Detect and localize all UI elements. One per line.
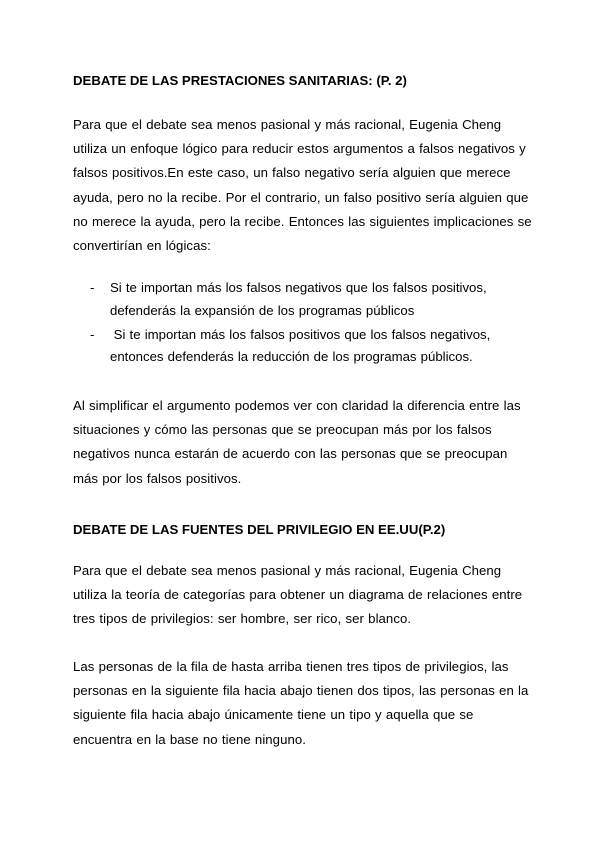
paragraph-healthcare-conclusion: Al simplificar el argumento podemos ver con claridad la diferencia entre las situaciones y cómo las personas que se preocupan más por los falsos negativos nunca estarán de acuerdo con las personas que se preocupan más por los falsos positivos.: [73, 398, 521, 486]
implications-list: [73, 277, 533, 370]
paragraph-healthcare-intro: Para que el debate sea menos pasional y más racional, Eugenia Cheng utiliza un enfoque lógico para reducir estos argumentos a falsos negativos y falsos positivos.En este caso, un falso negativo sería alguien que merece ayuda, pero no la recibe. Por el contrario, un falso positivo sería alguien que no merece la ayuda, pero la recibe. Entonces las siguientes implicaciones se convertirían en lógicas:: [73, 117, 532, 254]
list-item-text: Si te importan más los falsos positivos que los falsos negativos, entonces defenderás la reducción de los programas públicos.: [110, 326, 495, 365]
list-item: [73, 324, 533, 370]
paragraph-privilege-rows: Las personas de la fila de hasta arriba tienen tres tipos de privilegios, las personas en la siguiente fila hacia abajo tienen dos tipos, las personas en la siguiente fila hacia abajo únicamente tiene un tipo y aquella que se encuentra en la base no tiene ninguno.: [73, 659, 529, 747]
paragraph-privilege-intro: Para que el debate sea menos pasional y más racional, Eugenia Cheng utiliza la teoría de categorías para obtener un diagrama de relaciones entre tres tipos de privilegios: ser hombre, ser rico, ser blanco.: [73, 563, 523, 627]
section-heading-privilege-debate: DEBATE DE LAS FUENTES DEL PRIVILEGIO EN EE.UU(P.2): [73, 522, 446, 537]
bullet-dash: -: [90, 326, 95, 342]
list-item: [73, 277, 533, 323]
bullet-dash: -: [90, 280, 95, 295]
list-item-text: Si te importan más los falsos negativos que los falsos positivos, defenderás la expansión de los programas públicos: [110, 280, 487, 318]
section-heading-healthcare-debate: DEBATE DE LAS PRESTACIONES SANITARIAS: (P. 2): [73, 73, 407, 88]
